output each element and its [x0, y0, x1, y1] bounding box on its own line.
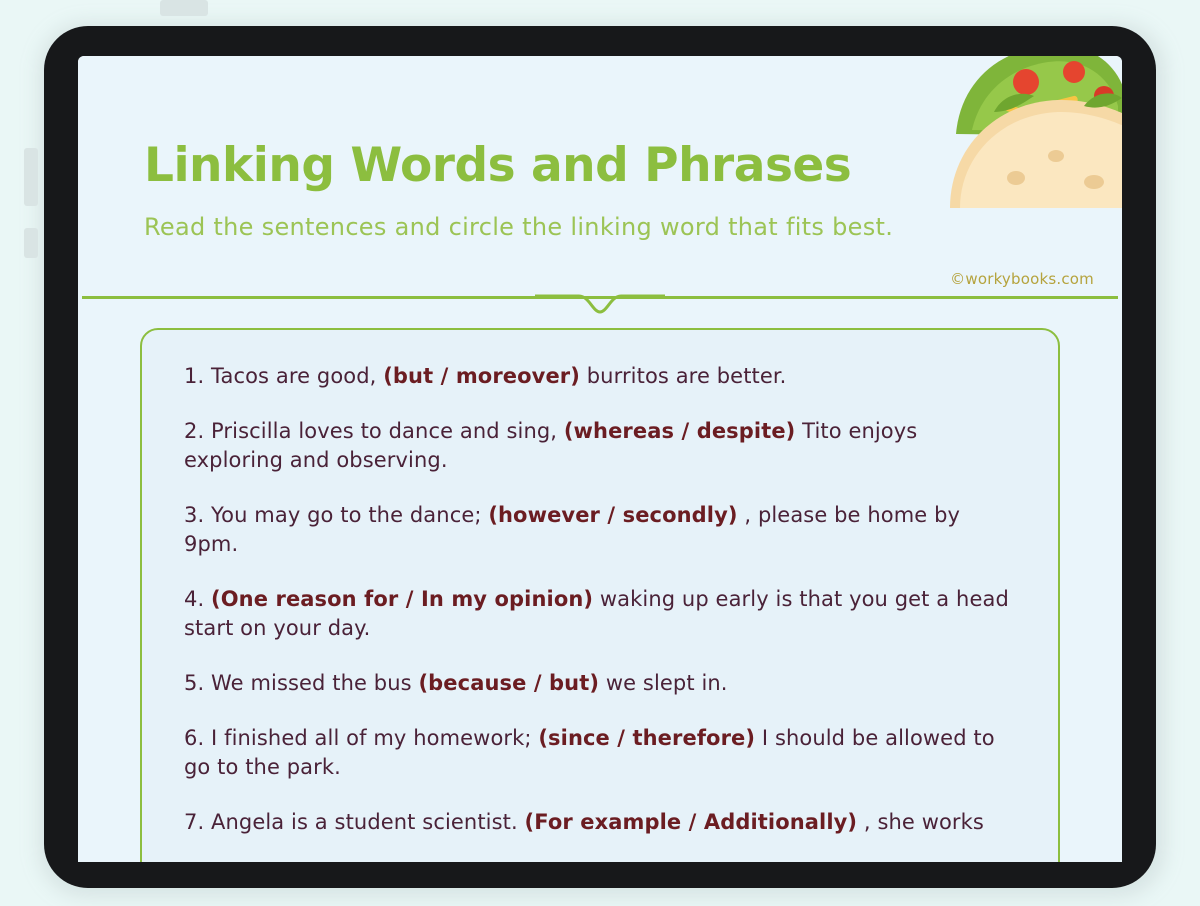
volume-up-button[interactable]: [24, 148, 38, 206]
question-text-after: we slept in.: [605, 670, 728, 695]
question-choice[interactable]: (One reason for / In my opinion): [211, 586, 594, 611]
question-text-after: Tito enjoys exploring and observing.: [184, 418, 918, 472]
question-item: [184, 362, 1020, 391]
credit-text: ©workybooks.com: [950, 270, 1094, 288]
question-item: [184, 724, 1020, 782]
worksheet-page: [78, 56, 1122, 862]
header-divider: [78, 284, 1122, 314]
question-text-after: waking up early is that you get a head start on your day.: [184, 586, 1009, 640]
question-text-before: I finished all of my homework;: [211, 725, 532, 750]
page-title: Linking Words and Phrases: [144, 138, 852, 193]
question-text-after: , she works: [863, 809, 984, 834]
question-choice[interactable]: (For example / Additionally): [524, 809, 858, 834]
question-item: [184, 669, 1020, 698]
question-item: [184, 585, 1020, 643]
question-text-before: You may go to the dance;: [211, 502, 482, 527]
question-choice[interactable]: (since / therefore): [538, 725, 756, 750]
question-choice[interactable]: (however / secondly): [488, 502, 738, 527]
question-number: 6.: [184, 725, 205, 750]
divider-notch-icon: [535, 286, 665, 314]
question-number: 2.: [184, 418, 205, 443]
question-number: 1.: [184, 364, 205, 388]
question-text-before: Priscilla loves to dance and sing,: [211, 418, 558, 443]
worksheet-header: [78, 56, 1122, 300]
tablet-screen: [78, 56, 1122, 862]
question-item: [184, 808, 1020, 837]
question-text-after: , please be home by 9pm.: [184, 502, 961, 556]
question-number: 3.: [184, 502, 205, 527]
question-item: [184, 501, 1020, 559]
question-choice[interactable]: (whereas / despite): [563, 418, 796, 443]
volume-down-button[interactable]: [24, 228, 38, 258]
power-button[interactable]: [160, 0, 208, 16]
taco-illustration: [898, 56, 1122, 228]
question-number: 7.: [184, 809, 205, 834]
instructions-text: Read the sentences and circle the linking word that fits best.: [144, 213, 894, 241]
question-text-before: We missed the bus: [211, 670, 412, 695]
question-text-before: Angela is a student scientist.: [211, 809, 518, 834]
question-choice[interactable]: (because / but): [418, 670, 600, 695]
questions-card: [140, 328, 1060, 862]
question-number: 5.: [184, 670, 205, 695]
question-number: 4.: [184, 586, 205, 611]
question-text-after: I should be allowed to go to the park.: [184, 725, 995, 779]
question-item: [184, 417, 1020, 475]
question-choice[interactable]: (but / moreover): [383, 364, 580, 388]
question-text-after: burritos are better.: [586, 364, 787, 388]
question-text-before: Tacos are good,: [211, 364, 377, 388]
